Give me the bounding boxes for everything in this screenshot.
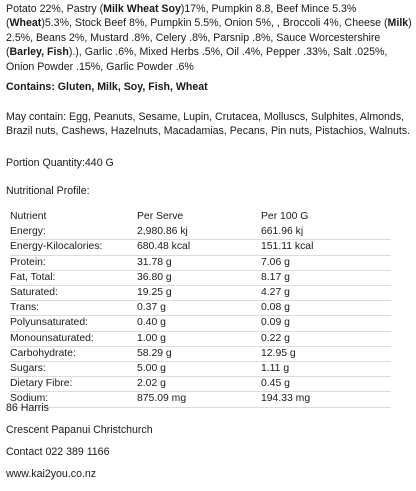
per-100g-value: 661.96 kj — [261, 225, 391, 240]
header-per-serve: Per Serve — [137, 211, 184, 222]
nutrient-name: Trans: — [10, 301, 137, 316]
ingredient-segment: )5.3%, Stock Beef 8%, Pumpkin 5.5%, Onion 5%, , Broccoli 4%, Cheese ( — [41, 17, 388, 30]
ingredient-segment: Potato 22%, Pastry ( — [6, 3, 104, 15]
ingredient-segment: )17%, Pumpkin 8.8, Beef Mince 5.3% ( — [6, 3, 357, 30]
nutrient-name: Sodium: — [10, 392, 137, 407]
nutrition-row — [10, 225, 391, 240]
nutrition-row — [10, 286, 391, 301]
per-serve-value: 2.02 g — [137, 377, 261, 392]
nutrition-table — [10, 210, 391, 408]
nutrient-name: Energy-Kilocalories: — [10, 240, 137, 255]
nutrient-name: Energy: — [10, 225, 137, 240]
nutrient-name: Fat, Total: — [10, 270, 137, 285]
per-serve-value: 0.37 g — [137, 301, 261, 316]
header-nutrient: Nutrient — [10, 211, 47, 222]
nutrient-name: Protein: — [10, 255, 137, 270]
per-serve-value: 36.80 g — [137, 270, 261, 285]
per-100g-value: 0.09 g — [261, 316, 391, 331]
per-serve-value: 2,980.86 kj — [137, 225, 261, 240]
ingredient-segment: ) 2.5%, Beans 2%, Mustard .8%, Celery .8%, Parsnip .8%, Sauce Worcestershire ( — [6, 17, 412, 59]
per-serve-value: 875.09 mg — [137, 392, 261, 407]
nutrition-row — [10, 255, 391, 270]
per-100g-value: 0.45 g — [261, 377, 391, 392]
contact-phone: Contact 022 389 1166 — [6, 446, 110, 458]
allergens-may-contain: May contain: Egg, Peanuts, Sesame, Lupin, Crutacea, Molluscs, Sulphites, Almonds, Brazil nuts, Cashews, Hazelnuts, Macadamias, Pecans, Pin nuts, Pistachios, Walnuts. — [6, 111, 411, 138]
website-link[interactable]: www.kai2you.co.nz — [6, 468, 97, 480]
ingredient-allergen: Wheat — [9, 17, 42, 30]
per-100g-value: 0.08 g — [261, 301, 391, 316]
per-serve-value: 0.40 g — [137, 316, 261, 331]
per-100g-value: 8.17 g — [261, 270, 391, 285]
nutrient-name: Monounsaturated: — [10, 331, 137, 346]
nutrient-name: Dietary Fibre: — [10, 377, 137, 392]
header-per-100g: Per 100 G — [261, 211, 309, 222]
nutrition-row — [10, 301, 391, 316]
nutrition-row — [10, 362, 391, 377]
nutrition-row — [10, 346, 391, 361]
nutrition-row — [10, 377, 391, 392]
per-100g-value: 0.22 g — [261, 331, 391, 346]
nutrition-row — [10, 392, 391, 407]
nutrition-row — [10, 270, 391, 285]
nutrient-name: Sugars: — [10, 362, 137, 377]
allergens-contains: Contains: Gluten, Milk, Soy, Fish, Wheat — [6, 81, 208, 93]
nutrient-name: Saturated: — [10, 286, 137, 301]
address-line-2: Crescent Papanui Christchurch — [6, 424, 153, 436]
nutrition-header-row — [10, 210, 391, 225]
per-serve-value: 19.25 g — [137, 286, 261, 301]
per-serve-value: 58.29 g — [137, 346, 261, 361]
ingredient-allergen: Barley, Fish — [9, 46, 69, 59]
ingredient-allergen: Milk Wheat Soy — [103, 3, 181, 15]
ingredients-text — [6, 2, 412, 74]
nutrition-row — [10, 316, 391, 331]
nutrient-name: Carbohydrate: — [10, 346, 137, 361]
portion-quantity: Portion Quantity:440 G — [6, 157, 114, 169]
nutrition-row — [10, 240, 391, 255]
per-serve-value: 1.00 g — [137, 331, 261, 346]
per-100g-value: 1.11 g — [261, 362, 391, 377]
ingredient-segment: ).), Garlic .6%, Mixed Herbs .5%, Oil .4%, Pepper .33%, Salt .025%, Onion Powder .15%, Garlic Powder .6% — [6, 46, 388, 73]
nutrient-name: Polyunsaturated: — [10, 316, 137, 331]
per-100g-value: 151.11 kcal — [261, 240, 391, 255]
per-100g-value: 4.27 g — [261, 286, 391, 301]
per-100g-value: 7.06 g — [261, 255, 391, 270]
nutrition-row — [10, 331, 391, 346]
per-serve-value: 31.78 g — [137, 255, 261, 270]
ingredient-allergen: Milk — [387, 17, 409, 30]
per-100g-value: 194.33 mg — [261, 392, 391, 407]
per-100g-value: 12.95 g — [261, 346, 391, 361]
address-line-1: 86 Harris — [6, 402, 49, 414]
per-serve-value: 680.48 kcal — [137, 240, 261, 255]
nutrition-title: Nutritional Profile: — [6, 185, 90, 197]
per-serve-value: 5.00 g — [137, 362, 261, 377]
